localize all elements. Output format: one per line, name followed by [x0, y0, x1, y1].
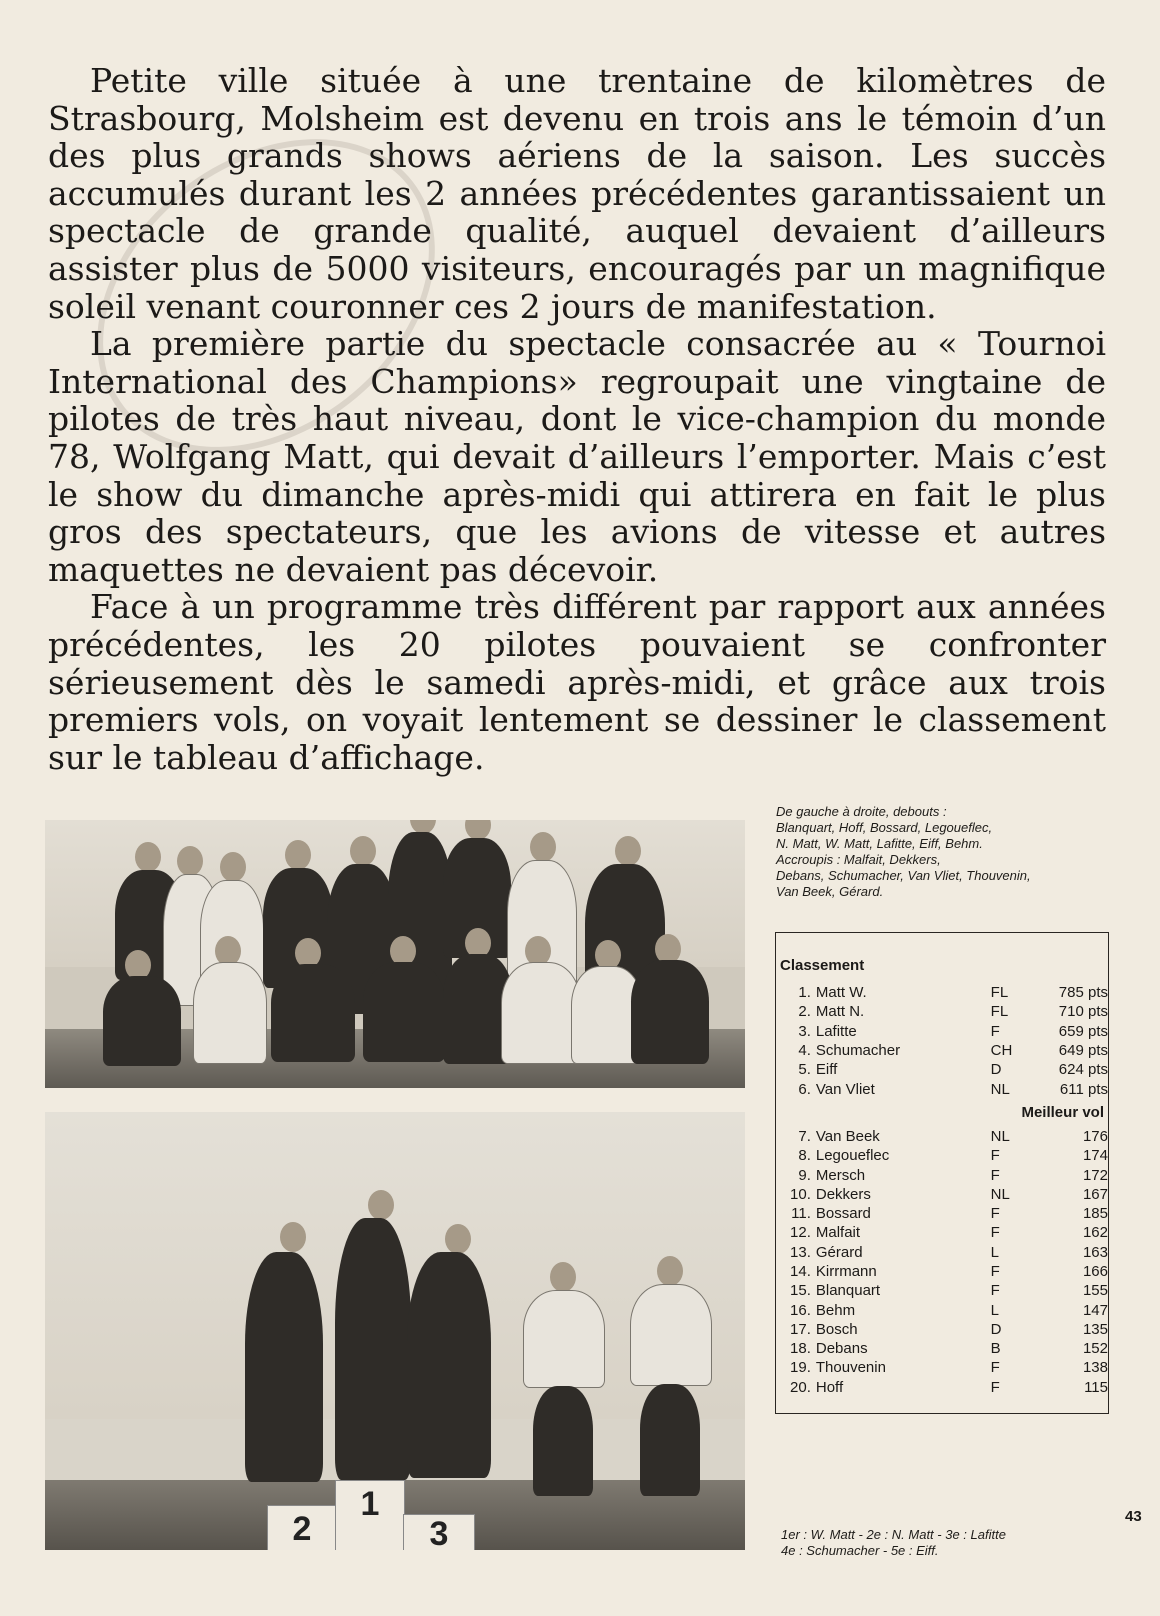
results-score-cell: 152 — [1082, 1340, 1108, 1358]
results-rank-cell: 6. — [798, 1080, 811, 1098]
results-name-cell: Behm — [815, 1301, 856, 1319]
results-name-cell: Thouvenin — [815, 1359, 886, 1377]
results-rank-cell: 10. — [790, 1185, 811, 1203]
caption-line: N. Matt, W. Matt, Lafitte, Eiff, Behm. — [776, 836, 983, 851]
results-rank-cell: 11. — [791, 1205, 811, 1223]
results-rank-cell: 8. — [798, 1147, 811, 1165]
results-row — [788, 1378, 1108, 1397]
results-rank-cell: 13. — [790, 1243, 811, 1261]
results-row — [788, 1358, 1108, 1377]
results-name-cell: Blanquart — [815, 1282, 881, 1300]
podium-photo — [45, 1112, 745, 1550]
results-score-cell: 785 pts — [1058, 984, 1108, 1002]
results-country-cell: D — [990, 1320, 1002, 1338]
results-rank-cell: 19. — [790, 1359, 811, 1377]
caption-line: De gauche à droite, debouts : — [776, 804, 947, 819]
results-row — [788, 1223, 1108, 1242]
results-name-cell: Van Beek — [815, 1127, 880, 1145]
results-score-cell: 172 — [1082, 1166, 1108, 1184]
results-row — [788, 1127, 1108, 1146]
caption-line: Van Beek, Gérard. — [776, 884, 884, 899]
results-rank-cell: 14. — [790, 1263, 811, 1280]
results-row — [788, 1204, 1108, 1223]
results-rank-cell: 18. — [790, 1340, 811, 1358]
results-score-cell: 166 — [1082, 1263, 1108, 1280]
results-score-cell: 624 pts — [1058, 1061, 1108, 1079]
caption-line: Accroupis : Malfait, Dekkers, — [776, 852, 941, 867]
results-rank-cell: 7. — [798, 1127, 811, 1145]
results-row — [788, 1060, 1108, 1079]
group-photo-caption — [776, 804, 1096, 900]
results-table-box — [775, 932, 1109, 1414]
caption-line: 4e : Schumacher - 5e : Eiff. — [781, 1543, 939, 1558]
results-country-cell: F — [990, 1205, 1000, 1223]
results-rank-cell: 9. — [798, 1166, 811, 1184]
results-score-cell: 138 — [1082, 1359, 1108, 1377]
results-row — [788, 1185, 1108, 1204]
results-row — [788, 1079, 1108, 1098]
results-score-cell: 163 — [1082, 1243, 1108, 1261]
results-score-cell: 649 pts — [1058, 1042, 1108, 1060]
results-subheading: Meilleur vol — [1021, 1104, 1104, 1122]
results-name-cell: Legoueflec — [815, 1147, 890, 1165]
results-name-cell: Schumacher — [815, 1042, 901, 1060]
results-score-cell: 167 — [1082, 1185, 1108, 1203]
results-rank-cell: 2. — [798, 1003, 811, 1021]
results-score-cell: 176 — [1082, 1127, 1108, 1145]
results-country-cell: NL — [990, 1127, 1010, 1145]
results-country-cell: NL — [990, 1080, 1010, 1098]
results-score-cell: 710 pts — [1058, 1003, 1108, 1021]
results-row — [788, 1262, 1108, 1281]
results-name-cell: Malfait — [815, 1224, 861, 1242]
podium-second: 2 — [267, 1505, 337, 1550]
results-country-cell: NL — [990, 1185, 1010, 1203]
results-table — [788, 983, 1108, 1397]
page-number: 43 — [1125, 1508, 1142, 1525]
results-score-cell: 659 pts — [1058, 1022, 1108, 1040]
results-name-cell: Eiff — [815, 1061, 838, 1079]
group-photo — [45, 820, 745, 1088]
results-country-cell: FL — [990, 1003, 1009, 1021]
results-name-cell: Matt W. — [815, 984, 867, 1002]
results-score-cell: 174 — [1082, 1147, 1108, 1165]
results-rank-cell: 5. — [798, 1061, 811, 1079]
article-paragraph: La première partie du spectacle consacrée au « Tournoi International des Champions» regroupait une vingtaine de pilotes de très haut niveau, dont le vice-champion du monde 78, Wolfgang Matt, qui devait d’ailleurs l’emporter. Mais c’est le show du dimanche après-midi qui attirera en fait le plus gros des spectateurs, que les avions de vitesse et autres maquettes ne devaient pas décevoir. — [48, 324, 1106, 589]
podium-third: 3 — [403, 1514, 475, 1550]
results-score-cell: 115 — [1084, 1378, 1108, 1396]
results-country-cell: F — [990, 1166, 1000, 1184]
results-name-cell: Dekkers — [815, 1185, 871, 1203]
results-country-cell: L — [990, 1243, 999, 1261]
caption-line: 1er : W. Matt - 2e : N. Matt - 3e : Lafitte — [781, 1527, 1006, 1542]
results-name-cell: Kirrmann — [815, 1263, 877, 1280]
results-score-cell: 611 pts — [1059, 1080, 1108, 1098]
article-body — [48, 62, 1106, 776]
results-score-cell: 135 — [1082, 1320, 1108, 1338]
results-score-cell: 162 — [1082, 1224, 1108, 1242]
results-country-cell: F — [990, 1359, 1000, 1377]
results-row — [788, 1041, 1108, 1060]
results-name-cell: Lafitte — [815, 1022, 857, 1040]
results-name-cell: Bossard — [815, 1205, 871, 1223]
results-row — [788, 1022, 1108, 1041]
results-country-cell: CH — [990, 1042, 1013, 1060]
results-country-cell: F — [990, 1263, 1000, 1280]
results-row — [788, 1339, 1108, 1358]
results-country-cell: F — [990, 1147, 1000, 1165]
results-name-cell: Matt N. — [815, 1003, 865, 1021]
caption-line: Blanquart, Hoff, Bossard, Legoueflec, — [776, 820, 993, 835]
podium-photo-caption — [781, 1527, 1101, 1559]
results-row — [788, 1320, 1108, 1339]
results-name-cell: Debans — [815, 1340, 868, 1358]
results-name-cell: Bosch — [815, 1320, 858, 1338]
results-name-cell: Hoff — [815, 1378, 844, 1396]
results-score-cell: 147 — [1082, 1301, 1108, 1319]
results-row — [788, 1165, 1108, 1184]
results-country-cell: F — [990, 1282, 1000, 1300]
results-rank-cell: 16. — [790, 1301, 811, 1319]
results-row — [788, 1281, 1108, 1300]
results-name-cell: Mersch — [815, 1166, 866, 1184]
podium-first: 1 — [335, 1480, 405, 1550]
results-score-cell: 185 — [1082, 1205, 1108, 1223]
results-name-cell: Gérard — [815, 1243, 863, 1261]
results-name-cell: Van Vliet — [815, 1080, 875, 1098]
results-country-cell: F — [990, 1224, 1000, 1242]
results-rank-cell: 3. — [798, 1022, 811, 1040]
results-country-cell: FL — [990, 984, 1009, 1002]
results-rank-cell: 17. — [790, 1320, 811, 1338]
results-row — [788, 1243, 1108, 1262]
results-row — [788, 1146, 1108, 1165]
article-paragraph: Petite ville située à une trentaine de kilomètres de Strasbourg, Molsheim est devenu en trois ans le témoin d’un des plus grands shows aériens de la saison. Les succès accumulés durant les 2 années précédentes garantissaient un spectacle de grande qualité, auquel devaient d’ailleurs assister plus de 5000 visiteurs, encouragés par un magnifique soleil venant couronner ces 2 jours de manifestation. — [48, 61, 1106, 326]
results-country-cell: D — [990, 1061, 1002, 1079]
results-title: Classement — [780, 957, 865, 974]
results-score-cell: 155 — [1082, 1282, 1108, 1300]
results-rank-cell: 4. — [798, 1042, 811, 1060]
results-rank-cell: 12. — [790, 1224, 811, 1242]
results-rank-cell: 20. — [790, 1378, 811, 1396]
results-subheading-row — [788, 1099, 1108, 1127]
results-country-cell: L — [990, 1301, 999, 1319]
results-row — [788, 1300, 1108, 1319]
results-rank-cell: 1. — [798, 984, 811, 1002]
results-country-cell: F — [990, 1022, 1000, 1040]
results-row — [788, 983, 1108, 1002]
results-country-cell: B — [990, 1340, 1001, 1358]
results-rank-cell: 15. — [790, 1282, 811, 1300]
article-paragraph: Face à un programme très différent par rapport aux années précédentes, les 20 pilotes pouvaient se confronter sérieusement dès le samedi après-midi, et grâce aux trois premiers vols, on voyait lentement se dessiner le classement sur le tableau d’affichage. — [48, 587, 1106, 777]
results-row — [788, 1002, 1108, 1021]
caption-line: Debans, Schumacher, Van Vliet, Thouvenin, — [776, 868, 1031, 883]
results-country-cell: F — [990, 1378, 1000, 1396]
